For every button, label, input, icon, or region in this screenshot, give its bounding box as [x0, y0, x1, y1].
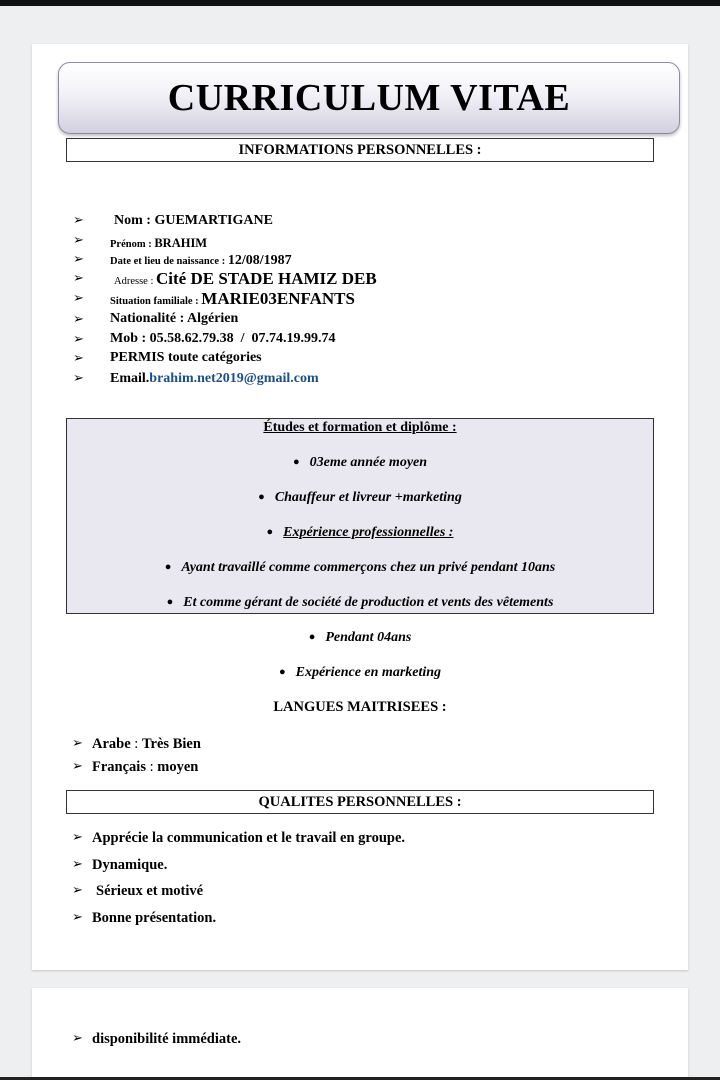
naissance-value: 12/08/1987 — [227, 253, 292, 268]
naissance-row — [110, 252, 292, 268]
arrow-bullet-icon: ➢ — [73, 290, 84, 305]
mob-row: Mob : 05.58.62.79.38 / 07.74.19.99.74 — [110, 331, 336, 346]
experience-item: ● Et comme gérant de société de production et vents des vêtements — [166, 595, 554, 610]
nationalite-row: Nationalité : Algérien — [110, 311, 239, 326]
document-title: CURRICULUM VITAE — [167, 77, 571, 119]
document-page-1 — [32, 44, 688, 970]
situation-value: MARIE03ENFANTS — [201, 289, 355, 308]
arrow-bullet-icon: ➢ — [73, 311, 84, 326]
email-row — [110, 372, 319, 386]
arrow-bullet-icon: ➢ — [72, 909, 83, 924]
arrow-bullet-icon: ➢ — [72, 856, 83, 871]
document-page-2 — [32, 988, 688, 1080]
adresse-label: Adresse : — [114, 276, 156, 287]
situation-row — [110, 290, 355, 308]
prenom-row — [110, 235, 207, 251]
arrow-bullet-icon: ➢ — [72, 882, 83, 897]
experience-item: ● Pendant 04ans — [308, 630, 412, 645]
arrow-bullet-icon: ➢ — [72, 1030, 83, 1045]
prenom-value: BRAHIM — [154, 236, 208, 250]
arrow-bullet-icon: ➢ — [72, 829, 83, 844]
education-box — [66, 418, 654, 614]
quality-item: Apprécie la communication et le travail en groupe. — [92, 830, 406, 846]
education-item: ● Chauffeur et livreur +marketing — [258, 490, 462, 505]
qualities-heading: QUALITES PERSONNELLES : — [66, 790, 654, 814]
language-row: Arabe : Très Bien — [92, 736, 201, 752]
prenom-label: Prénom : — [110, 239, 155, 250]
arrow-bullet-icon: ➢ — [73, 232, 84, 247]
education-heading: Études et formation et diplôme : — [263, 420, 457, 435]
situation-label: Situation familiale : — [110, 296, 202, 307]
languages-heading: LANGUES MAITRISEES : — [273, 699, 447, 715]
email-label: Email. — [110, 371, 150, 386]
experience-heading: ● Expérience professionnelles : — [266, 525, 454, 540]
quality-item: Bonne présentation. — [92, 910, 217, 926]
experience-item: ● Ayant travaillé comme commerçons chez un privé pendant 10ans — [164, 560, 556, 575]
education-item: ● 03eme année moyen — [292, 455, 428, 470]
nom-label: Nom : — [114, 213, 155, 228]
nom-value: GUEMARTIGANE — [154, 213, 273, 228]
naissance-label: Date et lieu de naissance : — [110, 256, 228, 267]
adresse-value: Cité DE STADE HAMIZ DEB — [156, 269, 377, 288]
arrow-bullet-icon: ➢ — [73, 331, 84, 346]
experience-item: ● Expérience en marketing — [278, 665, 442, 680]
adresse-row — [114, 270, 377, 288]
arrow-bullet-icon: ➢ — [73, 270, 84, 285]
arrow-bullet-icon: ➢ — [73, 212, 84, 227]
nom-row — [114, 214, 273, 228]
title-banner — [58, 62, 680, 134]
permis-row: PERMIS toute catégories — [110, 350, 262, 365]
arrow-bullet-icon: ➢ — [73, 251, 84, 266]
email-value: brahim.net2019@gmail.com — [149, 371, 319, 386]
language-row: Français : moyen — [92, 759, 199, 775]
personal-info-heading: INFORMATIONS PERSONNELLES : — [66, 138, 654, 162]
quality-item: Dynamique. — [92, 857, 168, 873]
arrow-bullet-icon: ➢ — [73, 350, 84, 365]
quality-item: Sérieux et motivé — [96, 883, 204, 899]
arrow-bullet-icon: ➢ — [72, 758, 83, 773]
arrow-bullet-icon: ➢ — [72, 735, 83, 750]
top-bar — [0, 0, 720, 6]
availability-item: disponibilité immédiate. — [92, 1031, 242, 1047]
arrow-bullet-icon: ➢ — [73, 370, 84, 385]
